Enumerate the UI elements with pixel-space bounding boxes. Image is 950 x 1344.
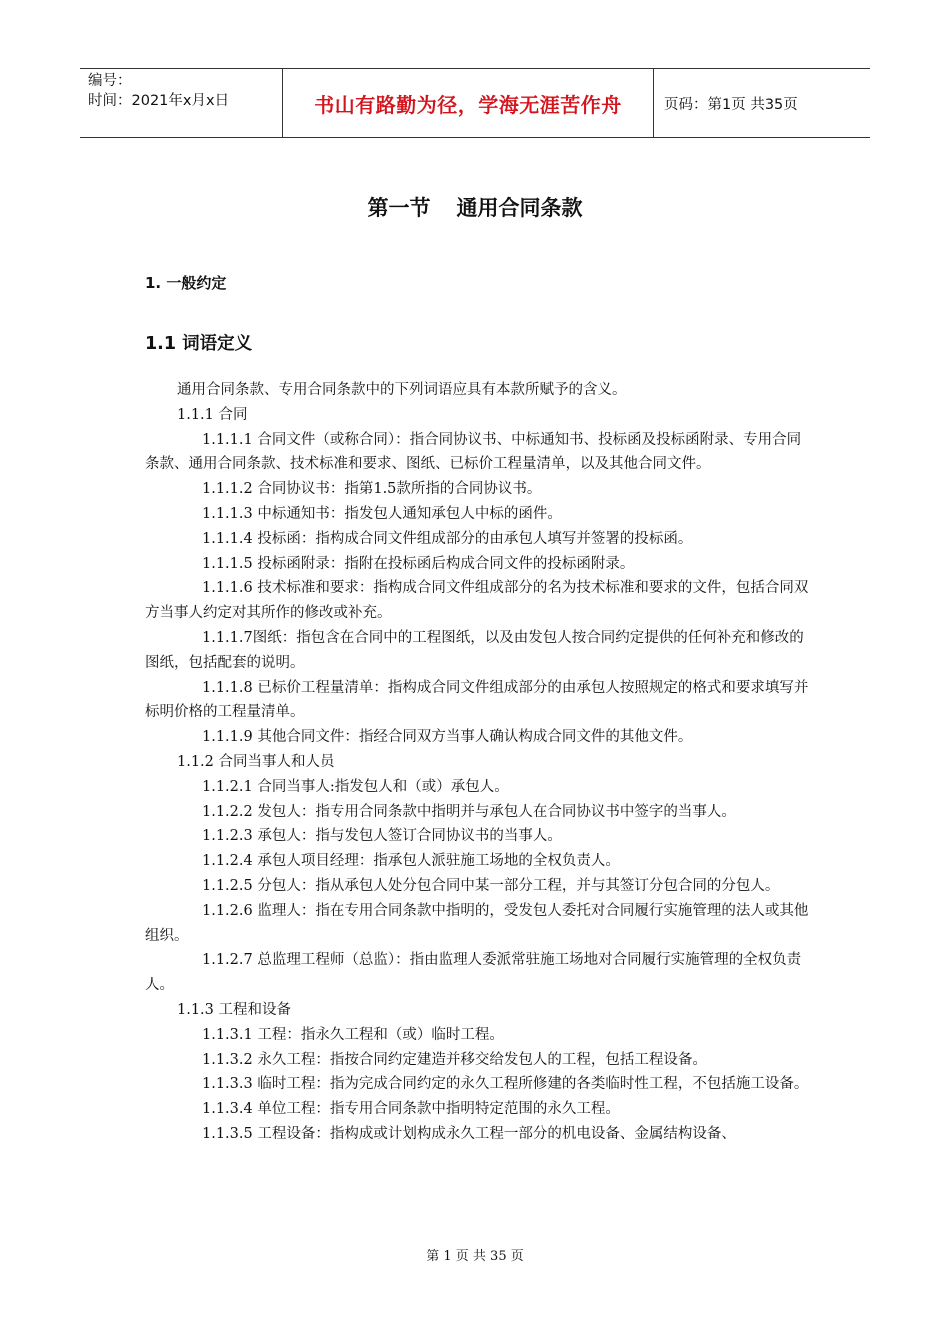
paragraph: 1.1.1.6 技术标准和要求：指构成合同文件组成部分的名为技术标准和要求的文件，包括合同双方当事人约定对其所作的修改或补充。 — [145, 580, 809, 622]
paragraph: 1.1.1.1 合同文件（或称合同）：指合同协议书、中标通知书、投标函及投标函附录、专用合同条款、通用合同条款、技术标准和要求、图纸、已标价工程量清单，以及其他合同文件。 — [145, 431, 802, 473]
header-meta — [80, 69, 282, 137]
paragraph: 1.1.3.3 临时工程：指为完成合同约定的永久工程所修建的各类临时性工程，不包括施工设备。 — [202, 1076, 809, 1093]
paragraph: 1.1.2.3 承包人：指与发包人签订合同协议书的当事人。 — [202, 828, 562, 845]
header-motto — [282, 69, 654, 137]
document-body — [145, 378, 813, 1147]
paragraph: 1.1.2.6 监理人：指在专用合同条款中指明的，受发包人委托对合同履行实施管理的法人或其他组织。 — [145, 902, 809, 944]
header-page-info: 页码：第1页 共35页 — [664, 96, 798, 113]
page-title — [0, 192, 950, 222]
title-part1: 第一节 — [367, 196, 431, 220]
paragraph: 1.1.2.5 分包人：指从承包人处分包合同中某一部分工程，并与其签订分包合同的分包人。 — [202, 877, 780, 894]
paragraph: 1.1.1.7图纸：指包含在合同中的工程图纸，以及由发包人按合同约定提供的任何补充和修改的图纸，包括配套的说明。 — [145, 629, 804, 671]
paragraph: 1.1.1.5 投标函附录：指附在投标函后构成合同文件的投标函附录。 — [202, 555, 635, 572]
clause-heading: 1.1.2 合同当事人和人员 — [177, 753, 335, 770]
paragraph: 1.1.3.2 永久工程：指按合同约定建造并移交给发包人的工程，包括工程设备。 — [202, 1051, 707, 1068]
paragraph: 1.1.1.3 中标通知书：指发包人通知承包人中标的函件。 — [202, 505, 562, 522]
clause-heading: 1.1.3 工程和设备 — [177, 1001, 292, 1018]
subsection-heading: 1.1 词语定义 — [145, 334, 253, 354]
number-label: 编号： — [88, 73, 132, 89]
paragraph: 1.1.2.2 发包人：指专用合同条款中指明并与承包人在合同协议书中签字的当事人。 — [202, 803, 736, 820]
paragraph: 1.1.2.4 承包人项目经理：指承包人派驻施工场地的全权负责人。 — [202, 853, 620, 870]
paragraph: 1.1.1.4 投标函：指构成合同文件组成部分的由承包人填写并签署的投标函。 — [202, 530, 693, 547]
paragraph: 1.1.1.9 其他合同文件：指经合同双方当事人确认构成合同文件的其他文件。 — [202, 729, 693, 746]
paragraph: 1.1.3.1 工程：指永久工程和（或）临时工程。 — [202, 1026, 504, 1043]
paragraph: 1.1.1.2 合同协议书：指第1.5款所指的合同协议书。 — [202, 481, 542, 498]
time-label: 时间：2021年x月x日 — [88, 93, 230, 109]
motto-text: 书山有路勤为径，学海无涯苦作舟 — [314, 92, 622, 117]
paragraph: 1.1.3.5 工程设备：指构成或计划构成永久工程一部分的机电设备、金属结构设备、 — [202, 1125, 736, 1142]
paragraph: 1.1.3.4 单位工程：指专用合同条款中指明特定范围的永久工程。 — [202, 1101, 620, 1118]
title-part2: 通用合同条款 — [456, 196, 583, 220]
clause-heading: 1.1.1 合同 — [177, 406, 248, 423]
page-footer: 第 1 页 共 35 页 — [426, 1249, 524, 1264]
paragraph: 1.1.2.1 合同当事人:指发包人和（或）承包人。 — [202, 778, 509, 795]
paragraph: 通用合同条款、专用合同条款中的下列词语应具有本款所赋予的含义。 — [177, 382, 627, 398]
paragraph: 1.1.1.8 已标价工程量清单：指构成合同文件组成部分的由承包人按照规定的格式和要求填写并标明价格的工程量清单。 — [145, 679, 809, 721]
paragraph: 1.1.2.7 总监理工程师（总监）：指由监理人委派常驻施工场地对合同履行实施管理的全权负责人。 — [145, 952, 802, 994]
page-header — [80, 68, 870, 138]
section-heading: 1. 一般约定 — [145, 274, 227, 292]
